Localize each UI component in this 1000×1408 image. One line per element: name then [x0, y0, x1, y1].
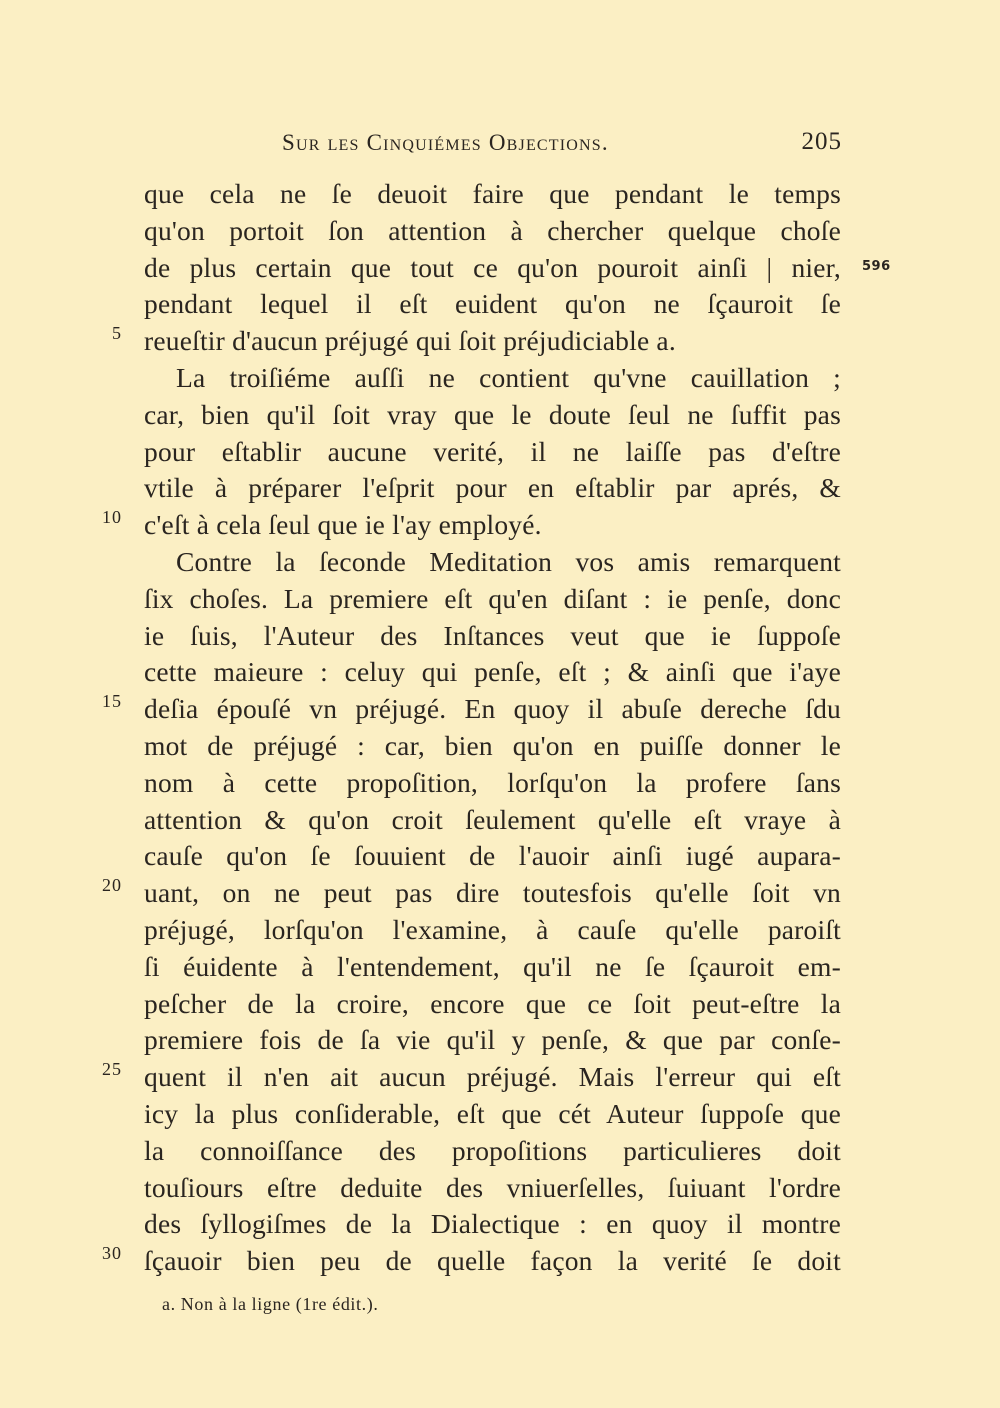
text-line: la connoiſſance des propoſitions particulieres doit: [144, 1134, 841, 1166]
text-line: que cela ne ſe deuoit faire que pendant le temps: [144, 178, 841, 209]
text-line: attention & qu'on croit ſeulement qu'elle eſt vraye à: [144, 803, 841, 835]
text-line: pendant lequel il eſt euident qu'on ne ſçauroit ſe: [144, 288, 841, 320]
line-number: 25: [102, 1059, 122, 1079]
text-line: touſiours eſtre deduite des vniuerſelles, ſuiuant l'ordre: [144, 1171, 841, 1203]
margin-page-reference: 596: [862, 259, 891, 274]
text-line: de plus certain que tout ce qu'on pouroit ainſi | nier,: [144, 251, 841, 283]
text-line: reueſtir d'aucun préjugé qui ſoit préjudiciable a.: [144, 325, 676, 357]
line-number: 30: [102, 1243, 122, 1263]
text-line: des ſyllogiſmes de la Dialectique : en quoy il montre: [144, 1208, 841, 1240]
text-line: quent il n'en ait aucun préjugé. Mais l'erreur qui eſt: [144, 1061, 841, 1093]
text-line: ie ſuis, l'Auteur des Inſtances veut que ie ſuppoſe: [144, 619, 841, 651]
text-line: deſia épouſé vn préjugé. En quoy il abuſe dereche ſdu: [144, 693, 841, 725]
text-line: qu'on portoit ſon attention à chercher quelque choſe: [144, 214, 841, 246]
text-line: ſçauoir bien peu de quelle façon la verité ſe doit: [144, 1245, 841, 1277]
text-line: nom à cette propoſition, lorſqu'on la profere ſans: [144, 766, 841, 798]
line-number: 15: [102, 691, 122, 711]
text-line: car, bien qu'il ſoit vray que le doute ſeul ne ſuffit pas: [144, 398, 841, 430]
text-line: cette maieure : celuy qui penſe, eſt ; & ainſi que i'aye: [144, 656, 841, 688]
text-line: pour eſtablir aucune verité, il ne laiſſe pas d'eſtre: [144, 435, 841, 467]
text-line: préjugé, lorſqu'on l'examine, à cauſe qu'elle paroiſt: [144, 913, 841, 945]
line-number: 10: [102, 507, 122, 527]
text-line: icy la plus conſiderable, eſt que cét Auteur ſuppoſe que: [144, 1097, 841, 1129]
line-number: 20: [102, 875, 122, 895]
text-line: uant, on ne peut pas dire toutesfois qu'elle ſoit vn: [144, 877, 841, 909]
footnote: a. Non à la ligne (1re édit.).: [162, 1294, 379, 1314]
text-line: ſix choſes. La premiere eſt qu'en diſant : ie penſe, donc: [144, 582, 841, 614]
running-head: [282, 128, 842, 162]
text-line: La troiſiéme auſſi ne contient qu'vne cauillation ;: [176, 361, 841, 393]
page-number: 205: [801, 128, 842, 155]
body-text: [144, 176, 841, 1280]
running-title: Sur les Cinquiémes Objections.: [282, 130, 609, 155]
text-line: cauſe qu'on ſe ſouuient de l'auoir ainſi iugé aupara-: [144, 840, 841, 872]
text-line: premiere fois de ſa vie qu'il y penſe, & que par conſe-: [144, 1024, 841, 1056]
text-line: ſi éuidente à l'entendement, qu'il ne ſe ſçauroit em-: [144, 950, 841, 982]
line-number: 5: [112, 323, 122, 343]
text-line: vtile à préparer l'eſprit pour en eſtablir par aprés, &: [144, 472, 841, 504]
text-line: peſcher de la croire, encore que ce ſoit peut-eſtre la: [144, 987, 841, 1019]
text-line: c'eſt à cela ſeul que ie l'ay employé.: [144, 509, 542, 541]
text-line: mot de préjugé : car, bien qu'on en puiſſe donner le: [144, 729, 841, 761]
text-line: Contre la ſeconde Meditation vos amis remarquent: [176, 545, 841, 577]
